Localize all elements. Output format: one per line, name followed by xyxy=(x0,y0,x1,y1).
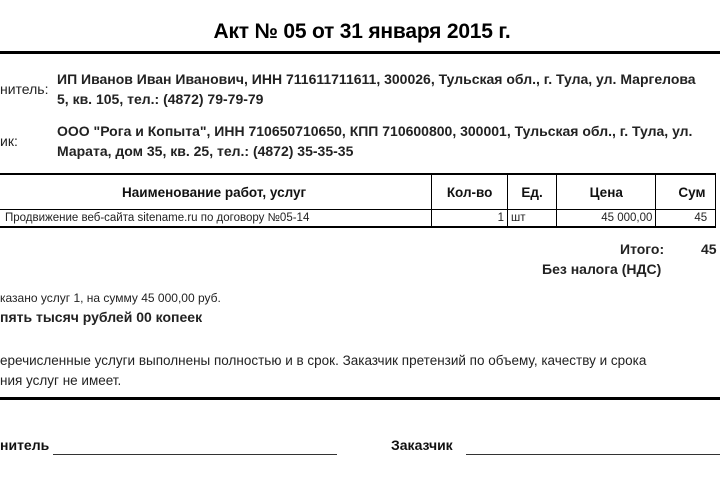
signature-divider xyxy=(0,397,720,400)
customer-signature-label: Заказчик xyxy=(391,437,453,453)
services-table xyxy=(0,173,716,228)
table-row xyxy=(0,210,716,228)
completion-notice-line2: ния услуг не имеет. xyxy=(0,373,122,388)
title-divider xyxy=(0,51,720,54)
completion-notice-line1: еречисленные услуги выполнены полностью и в срок. Заказчик претензий по объему, качеству и срока xyxy=(0,353,647,368)
table-header-row xyxy=(0,174,716,210)
cell-price: 45 000,00 xyxy=(557,210,656,228)
header-name: Наименование работ, услуг xyxy=(0,174,432,210)
header-qty: Кол-во xyxy=(432,174,508,210)
customer-label: ик: xyxy=(0,133,18,149)
total-label: Итого: xyxy=(620,241,665,257)
header-unit: Ед. xyxy=(508,174,557,210)
executor-signature-line xyxy=(53,454,337,455)
customer-signature-line xyxy=(466,454,720,455)
total-value: 45 xyxy=(701,241,717,257)
customer-details-line2: Марата, дом 35, кв. 25, тел.: (4872) 35-35-35 xyxy=(57,143,354,159)
cell-unit: шт xyxy=(508,210,557,228)
executor-details-line2: 5, кв. 105, тел.: (4872) 79-79-79 xyxy=(57,91,264,107)
header-price: Цена xyxy=(557,174,656,210)
services-count-summary: казано услуг 1, на сумму 45 000,00 руб. xyxy=(0,291,221,305)
header-sum: Сум xyxy=(656,174,716,210)
cell-name: Продвижение веб-сайта sitename.ru по договору №05-14 xyxy=(0,210,432,228)
cell-sum: 45 xyxy=(656,210,716,228)
vat-label: Без налога (НДС) xyxy=(542,261,662,277)
amount-in-words: пять тысяч рублей 00 копеек xyxy=(0,309,203,325)
executor-details-line1: ИП Иванов Иван Иванович, ИНН 711611711611, 300026, Тульская обл., г. Тула, ул. Маргелова xyxy=(57,71,696,87)
cell-qty: 1 xyxy=(432,210,508,228)
executor-label: нитель: xyxy=(0,81,49,97)
document-title: Акт № 05 от 31 января 2015 г. xyxy=(213,20,511,43)
executor-signature-label: нитель xyxy=(0,437,50,453)
customer-details-line1: ООО "Рога и Копыта", ИНН 710650710650, КПП 710600800, 300001, Тульская обл., г. Тула, ул. xyxy=(57,123,693,139)
